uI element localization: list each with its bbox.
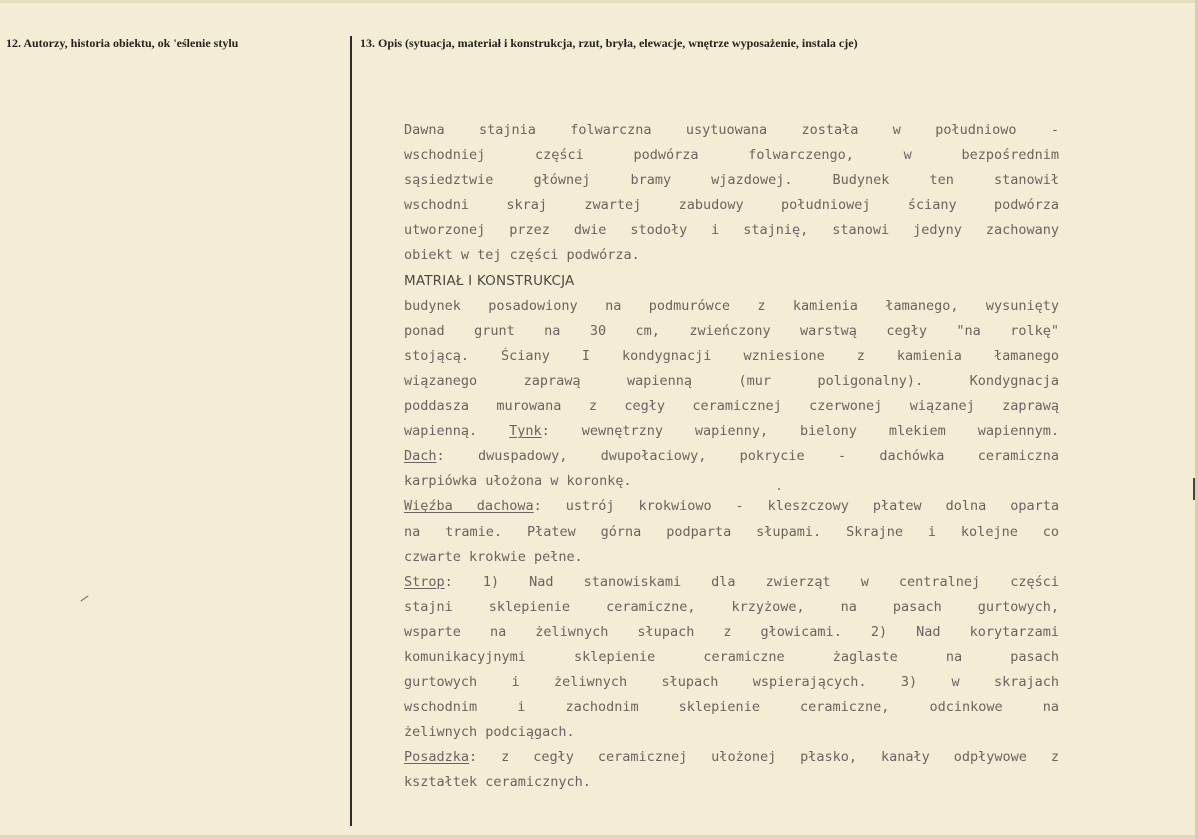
field-12-heading: 12. Autorzy, historia obiektu, ok 'eślenie stylu: [6, 36, 239, 50]
text-line: wsparte na żeliwnych słupach z głowicami. 2) Nad korytarzami: [404, 623, 1059, 640]
text-line: stajni sklepienie ceramiczne, krzyżowe, na pasach gurtowych,: [404, 598, 1059, 615]
tynk-label: Tynk: [509, 423, 542, 440]
column-divider: [350, 36, 352, 826]
text-line: wschodniej części podwórza folwarczengo, w bezpośrednim: [404, 147, 1059, 164]
text-fragment: : 1) Nad stanowiskami dla zwierząt w centralnej części: [444, 573, 1059, 590]
wiezba-label: Więźba dachowa: [404, 498, 534, 515]
text-line: budynek posadowiony na podmurówce z kamienia łamanego, wysunięty: [404, 297, 1059, 314]
text-line: [404, 419, 1059, 444]
paper-edge-top: [0, 0, 1198, 3]
text-line: kształtek ceramicznych.: [404, 774, 591, 791]
text-line: karpiówka ułożona w koronkę.: [404, 473, 632, 490]
text-line: czwarte krokwie pełne.: [404, 548, 583, 565]
text-line: na tramie. Płatew górna podparta słupami. Skrajne i kolejne co: [404, 523, 1059, 540]
text-line: wschodni skraj zwartej zabudowy południowej ściany podwórza: [404, 197, 1059, 214]
text-line: żeliwnych podciągach.: [404, 724, 575, 741]
text-line: ponad grunt na 30 cm, zwieńczony warstwą cegły "na rolkę": [404, 322, 1059, 339]
text-line: stojącą. Ściany I kondygnacji wzniesione z kamienia łamanego: [404, 347, 1059, 364]
edge-mark: [1193, 478, 1195, 500]
text-line: [404, 745, 1059, 770]
posadzka-label: Posadzka: [404, 749, 470, 766]
text-line: poddasza murowana z cegły ceramicznej czerwonej wiązanej zaprawą: [404, 398, 1059, 415]
text-line: sąsiedztwie głównej bramy wjazdowej. Budynek ten stanowił: [404, 172, 1059, 189]
text-line: obiekt w tej części podwórza.: [404, 247, 640, 264]
text-fragment: : ustrój krokwiowo - kleszczowy płatew dolna oparta: [533, 498, 1059, 515]
description-text: [404, 118, 1059, 796]
text-line: wiązanego zaprawą wapienną (mur poligonalny). Kondygnacja: [404, 372, 1059, 389]
paper-edge-bottom: [0, 835, 1198, 839]
text-line: komunikacyjnymi sklepienie ceramiczne żaglaste na pasach: [404, 648, 1059, 665]
text-line: [404, 444, 1059, 469]
text-fragment: : wewnętrzny wapienny, bielony mlekiem wapiennym.: [541, 423, 1059, 440]
text-line: [404, 570, 1059, 595]
field-13-heading: 13. Opis (sytuacja, materiał i konstrukcja, rzut, bryła, elewacje, wnętrze wyposażenie, instala cje): [360, 36, 858, 50]
section-title: MATRIAŁ I KONSTRUKCJA: [404, 272, 575, 289]
text-fragment: : z cegły ceramicznej ułożonej płasko, kanały odpływowe z: [469, 749, 1059, 766]
dach-label: Dach: [404, 448, 437, 465]
text-fragment: : dwuspadowy, dwupołaciowy, pokrycie - dachówka ceramiczna: [436, 448, 1059, 465]
pencil-mark: [81, 596, 89, 602]
text-line: utworzonej przez dwie stodoły i stajnię, stanowi jedyny zachowany: [404, 222, 1059, 239]
text-line: wschodnim i zachodnim sklepienie ceramiczne, odcinkowe na: [404, 699, 1059, 716]
strop-label: Strop: [404, 573, 445, 590]
text-line: [404, 494, 1059, 519]
text-line: Dawna stajnia folwarczna usytuowana została w południowo -: [404, 122, 1059, 138]
text-fragment: wapienną.: [404, 423, 510, 440]
text-line: gurtowych i żeliwnych słupach wspierających. 3) w skrajach: [404, 674, 1059, 691]
